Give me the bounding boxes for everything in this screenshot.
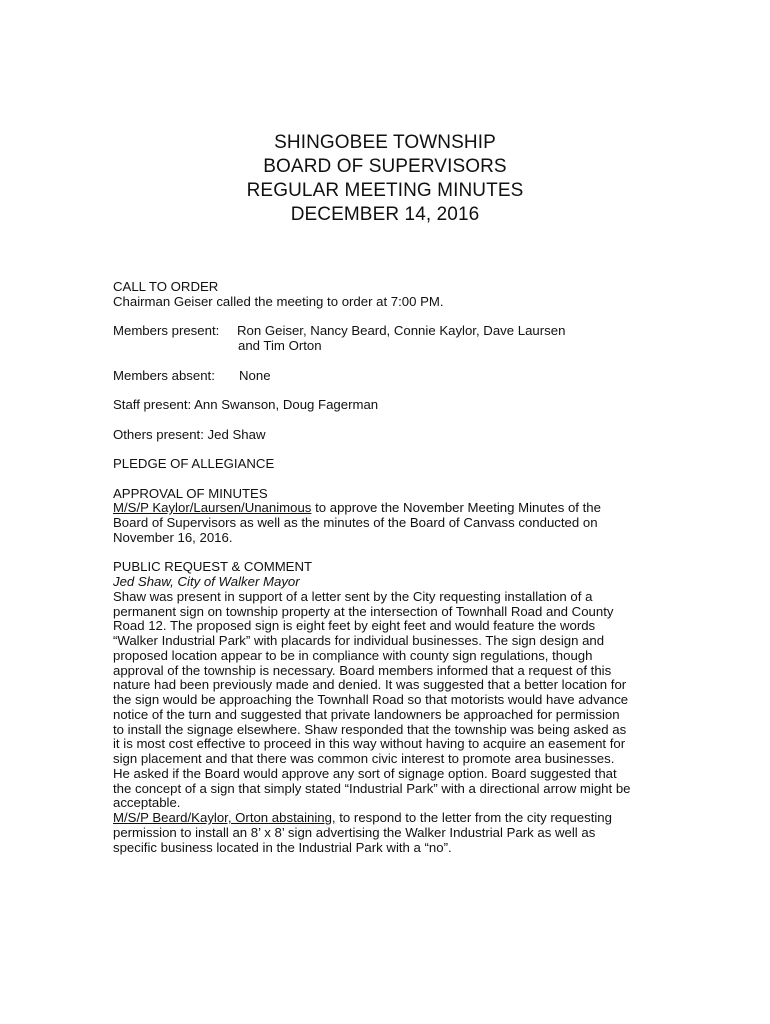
others-present: Others present: Jed Shaw — [113, 426, 266, 442]
public-line: the concept of a sign that simply stated “Industrial Park” with a directional arrow might be — [113, 780, 631, 796]
public-line: sign placement and that there was common civic interest to promote area businesses. — [113, 751, 615, 766]
approval-line-1-rest: to approve the November Meeting Minutes of the — [311, 500, 601, 516]
public-line: permanent sign on township property at the intersection of Townhall Road and County — [113, 603, 614, 619]
public-motion: M/S/P Beard/Kaylor, Orton abstaining, — [113, 810, 336, 825]
public-line: proposed location appear to be in compliance with county sign regulations, though — [113, 647, 593, 663]
members-present — [113, 324, 658, 339]
public-line: notice of the turn and suggested that private landowners be approached for permission — [113, 706, 620, 722]
approval-line-2: Board of Supervisors as well as the minutes of the Board of Canvass conducted on — [113, 515, 598, 530]
public-heading: PUBLIC REQUEST & COMMENT — [113, 559, 313, 575]
title-date: DECEMBER 14, 2016 — [290, 204, 480, 225]
public-speaker: Jed Shaw, City of Walker Mayor — [113, 574, 300, 589]
call-to-order-text: Chairman Geiser called the meeting to order at 7:00 PM. — [113, 293, 444, 309]
title-township: SHINGOBEE TOWNSHIP — [274, 132, 496, 153]
title-board: BOARD OF SUPERVISORS — [263, 156, 507, 177]
members-absent-value: None — [239, 367, 271, 383]
public-line: Road 12. The proposed sign is eight feet by eight feet and would feature the words — [113, 618, 596, 634]
public-motion-line-3: specific business located in the Industrial Park with a “no”. — [113, 839, 452, 855]
approval-line-1 — [113, 501, 658, 516]
public-line: it is most cost effective to proceed in this way without having to acquire an easement for — [113, 736, 626, 752]
members-absent-label: Members absent: — [113, 367, 215, 383]
public-line: “Walker Industrial Park” with placards for individual businesses. The sign design and — [113, 633, 605, 648]
public-line: He asked if the Board would approve any sort of signage option. Board suggested that — [113, 765, 617, 781]
staff-present: Staff present: Ann Swanson, Doug Fagerman — [113, 397, 379, 412]
public-line: Shaw was present in support of a letter sent by the City requesting installation of a — [113, 588, 593, 604]
public-line: approval of the township is necessary. Board members informed that a request of this — [113, 662, 612, 678]
public-line: to install the signage elsewhere. Shaw responded that the township was being asked as — [113, 721, 627, 737]
approval-line-3: November 16, 2016. — [113, 529, 233, 545]
members-present-label: Members present: — [113, 323, 220, 339]
members-absent — [113, 369, 658, 384]
public-line: nature had been previously made and denied. It was suggested that a better location for — [113, 677, 627, 693]
public-motion-line-2: permission to install an 8’ x 8’ sign advertising the Walker Industrial Park as well as — [113, 824, 596, 840]
document-title — [0, 131, 770, 227]
public-motion-rest: to respond to the letter from the city requesting — [335, 810, 612, 825]
members-present-names: Ron Geiser, Nancy Beard, Connie Kaylor, Dave Laursen — [237, 323, 566, 339]
pledge-heading: PLEDGE OF ALLEGIANCE — [113, 456, 275, 471]
public-motion-line — [113, 811, 658, 826]
public-line: acceptable. — [113, 795, 181, 811]
members-present-continued: and Tim Orton — [238, 338, 322, 353]
approval-heading: APPROVAL OF MINUTES — [113, 485, 268, 501]
title-meeting-type: REGULAR MEETING MINUTES — [246, 180, 524, 201]
public-line: the sign would be approaching the Townhall Road so that motorists would have advance — [113, 692, 629, 707]
approval-motion: M/S/P Kaylor/Laursen/Unanimous — [113, 500, 312, 516]
minutes-body — [113, 280, 658, 855]
call-to-order-heading: CALL TO ORDER — [113, 279, 219, 294]
